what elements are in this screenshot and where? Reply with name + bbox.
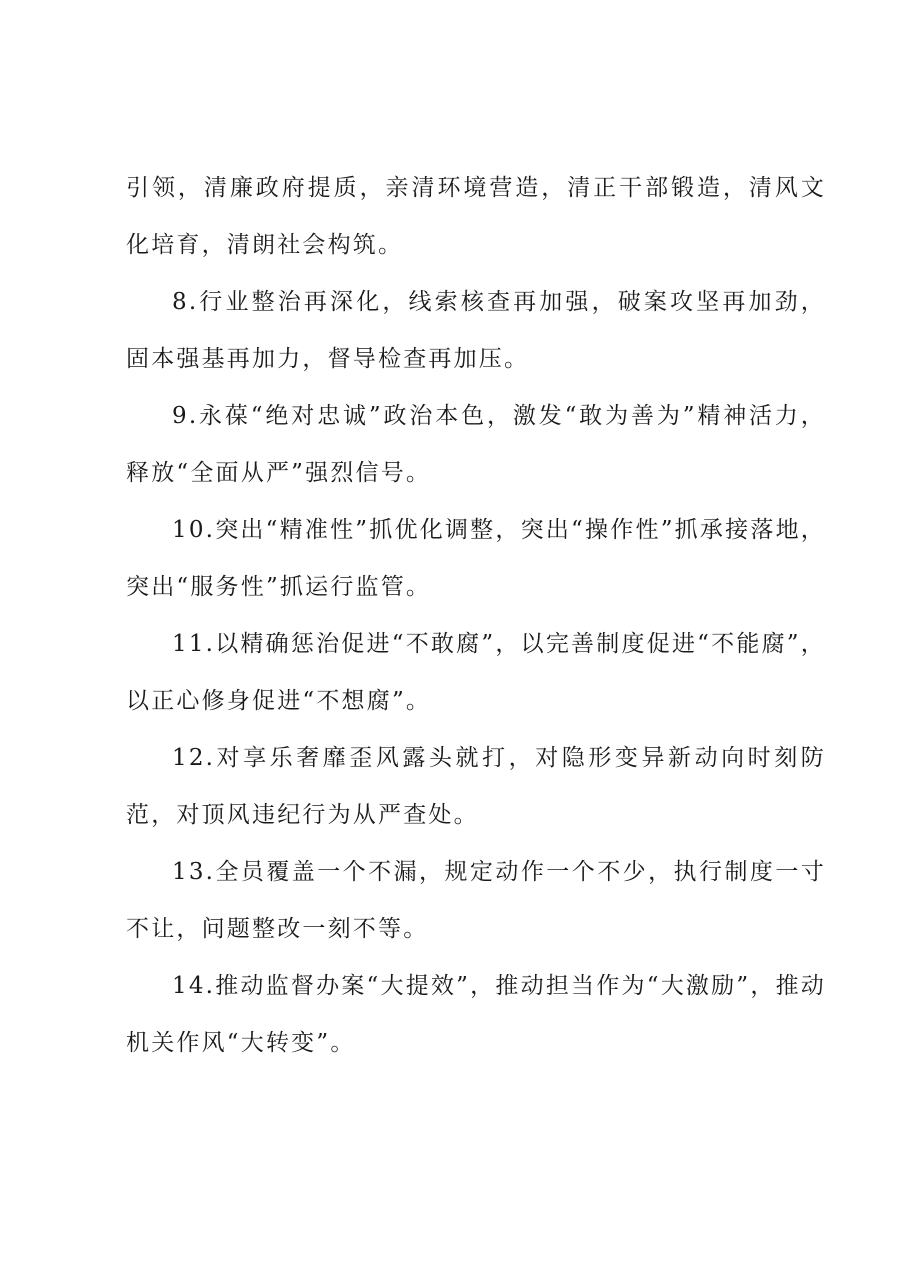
paragraph-item-13: 13.全员覆盖一个不漏，规定动作一个不少，执行制度一寸不让，问题整改一刻不等。 xyxy=(126,859,826,942)
paragraph-item-14: 14.推动监督办案“大提效”，推动担当作为“大激励”，推动机关作风“大转变”。 xyxy=(126,973,826,1056)
document-body xyxy=(126,160,826,1072)
paragraph-item-11: 11.以精确惩治促进“不敢腐”，以完善制度促进“不能腐”，以正心修身促进“不想腐”。 xyxy=(126,631,826,714)
paragraph-item-12: 12.对享乐奢靡歪风露头就打，对隐形变异新动向时刻防范，对顶风违纪行为从严查处。 xyxy=(126,745,826,828)
paragraph-item-10: 10.突出“精准性”抓优化调整，突出“操作性”抓承接落地，突出“服务性”抓运行监管。 xyxy=(126,517,826,600)
paragraph-item-8: 8.行业整治再深化，线索核查再加强，破案攻坚再加劲，固本强基再加力，督导检查再加压。 xyxy=(126,289,826,372)
paragraph-continuation: 引领，清廉政府提质，亲清环境营造，清正干部锻造，清风文化培育，清朗社会构筑。 xyxy=(126,175,826,258)
paragraph-item-9: 9.永葆“绝对忠诚”政治本色，激发“敢为善为”精神活力，释放“全面从严”强烈信号。 xyxy=(126,403,826,486)
